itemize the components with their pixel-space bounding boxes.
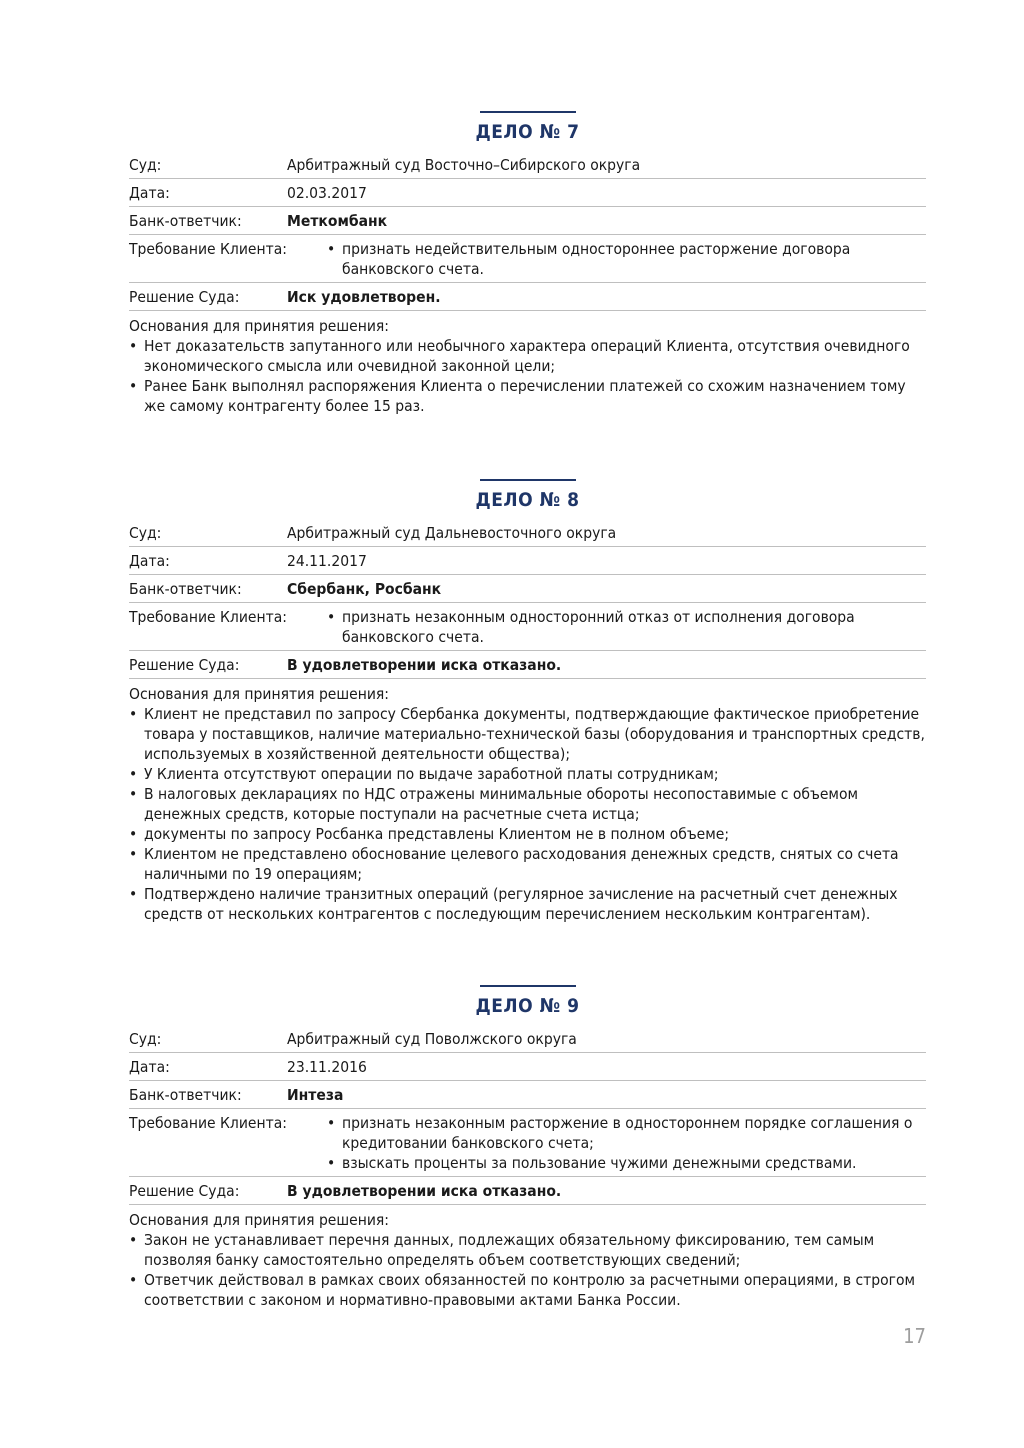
bank-label: Банк-ответчик: xyxy=(129,212,242,230)
case-8 xyxy=(129,479,926,924)
date-value: 24.11.2017 xyxy=(287,552,367,570)
date-row xyxy=(129,179,926,207)
court-label: Суд: xyxy=(129,524,162,542)
date-label: Дата: xyxy=(129,552,170,570)
requirement-label: Требование Клиента: xyxy=(129,608,287,626)
bank-value: Меткомбанк xyxy=(287,212,388,230)
grounds-title: Основания для принятия решения: xyxy=(129,1211,389,1229)
grounds-item: • Клиентом не представлено обоснование целевого расходования денежных средств, снятых со счета наличными по 19 операциям; xyxy=(129,844,926,884)
case-details xyxy=(129,1025,926,1205)
case-header xyxy=(129,111,926,145)
decision-row xyxy=(129,651,926,679)
case-title: ДЕЛО № 9 xyxy=(475,995,580,1017)
bank-value: Интеза xyxy=(287,1086,344,1104)
bank-row xyxy=(129,575,926,603)
court-row xyxy=(129,519,926,547)
case-title: ДЕЛО № 8 xyxy=(475,489,580,511)
requirement-row xyxy=(129,1109,926,1177)
date-label: Дата: xyxy=(129,184,170,202)
date-row xyxy=(129,1053,926,1081)
requirement-row xyxy=(129,235,926,283)
grounds-item: • В налоговых декларациях по НДС отражены минимальные обороты несопоставимые с объемом денежных средств, которые поступали на расчетные счета истца; xyxy=(129,784,926,824)
decision-label: Решение Суда: xyxy=(129,288,240,306)
decision-label: Решение Суда: xyxy=(129,1182,240,1200)
requirement-item: • признать недействительным одностороннее расторжение договора банковского счета. xyxy=(327,239,926,279)
grounds-title: Основания для принятия решения: xyxy=(129,685,389,703)
grounds-item: • Ответчик действовал в рамках своих обязанностей по контролю за расчетными операциями, в строгом соответствии с законом и нормативно-правовыми актами Банка России. xyxy=(129,1270,926,1310)
requirement-value xyxy=(327,607,926,647)
case-header xyxy=(129,479,926,513)
case-details xyxy=(129,151,926,311)
requirement-row xyxy=(129,603,926,651)
requirement-list xyxy=(327,1113,926,1173)
court-row xyxy=(129,151,926,179)
decision-value: Иск удовлетворен. xyxy=(287,288,441,306)
court-label: Суд: xyxy=(129,156,162,174)
decision-value: В удовлетворении иска отказано. xyxy=(287,656,562,674)
decision-value: В удовлетворении иска отказано. xyxy=(287,1182,562,1200)
bank-label: Банк-ответчик: xyxy=(129,580,242,598)
requirement-list xyxy=(327,239,926,279)
court-label: Суд: xyxy=(129,1030,162,1048)
date-value: 23.11.2016 xyxy=(287,1058,367,1076)
bank-row xyxy=(129,1081,926,1109)
date-label: Дата: xyxy=(129,1058,170,1076)
case-9 xyxy=(129,985,926,1310)
requirement-label: Требование Клиента: xyxy=(129,1114,287,1132)
grounds-list xyxy=(129,704,926,924)
grounds-item: • документы по запросу Росбанка представлены Клиентом не в полном объеме; xyxy=(129,824,926,844)
requirement-label: Требование Клиента: xyxy=(129,240,287,258)
requirement-value xyxy=(327,1113,926,1173)
grounds-item: • Ранее Банк выполнял распоряжения Клиента о перечислении платежей со схожим назначением тому же самому контрагенту более 15 раз. xyxy=(129,376,926,416)
court-row xyxy=(129,1025,926,1053)
decision-row xyxy=(129,1177,926,1205)
grounds-item: • У Клиента отсутствуют операции по выдаче заработной платы сотрудникам; xyxy=(129,764,926,784)
requirement-item: • признать незаконным расторжение в одностороннем порядке соглашения о кредитовании банковского счета; xyxy=(327,1113,926,1153)
bank-value: Сбербанк, Росбанк xyxy=(287,580,442,598)
grounds-title: Основания для принятия решения: xyxy=(129,317,389,335)
grounds-item: • Клиент не представил по запросу Сбербанка документы, подтверждающие фактическое приобретение товара у поставщиков, наличие материально-технической базы (оборудования и транспортных средств, используемых в хозяйственной деятельности общества); xyxy=(129,704,926,764)
date-row xyxy=(129,547,926,575)
date-value: 02.03.2017 xyxy=(287,184,367,202)
requirement-value xyxy=(327,239,926,279)
grounds-list xyxy=(129,336,926,416)
bank-row xyxy=(129,207,926,235)
grounds-item: • Нет доказательств запутанного или необычного характера операций Клиента, отсутствия очевидного экономического смысла или очевидной законной цели; xyxy=(129,336,926,376)
court-value: Арбитражный суд Дальневосточного округа xyxy=(287,524,617,542)
court-value: Арбитражный суд Поволжского округа xyxy=(287,1030,577,1048)
decision-row xyxy=(129,283,926,311)
case-details xyxy=(129,519,926,679)
grounds-list xyxy=(129,1230,926,1310)
case-title: ДЕЛО № 7 xyxy=(475,121,580,143)
case-7 xyxy=(129,111,926,416)
title-rule xyxy=(480,479,576,481)
requirement-item: • взыскать проценты за пользование чужими денежными средствами. xyxy=(327,1153,926,1173)
court-value: Арбитражный суд Восточно–Сибирского округа xyxy=(287,156,641,174)
case-header xyxy=(129,985,926,1019)
bank-label: Банк-ответчик: xyxy=(129,1086,242,1104)
grounds-item: • Подтверждено наличие транзитных операций (регулярное зачисление на расчетный счет денежных средств от нескольких контрагентов с последующим перечислением нескольким контрагентам). xyxy=(129,884,926,924)
title-rule xyxy=(480,985,576,987)
requirement-list xyxy=(327,607,926,647)
decision-label: Решение Суда: xyxy=(129,656,240,674)
page-number: 17 xyxy=(903,1324,926,1348)
title-rule xyxy=(480,111,576,113)
requirement-item: • признать незаконным односторонний отказ от исполнения договора банковского счета. xyxy=(327,607,926,647)
grounds-item: • Закон не устанавливает перечня данных, подлежащих обязательному фиксированию, тем самым позволяя банку самостоятельно определять объем соответствующих сведений; xyxy=(129,1230,926,1270)
